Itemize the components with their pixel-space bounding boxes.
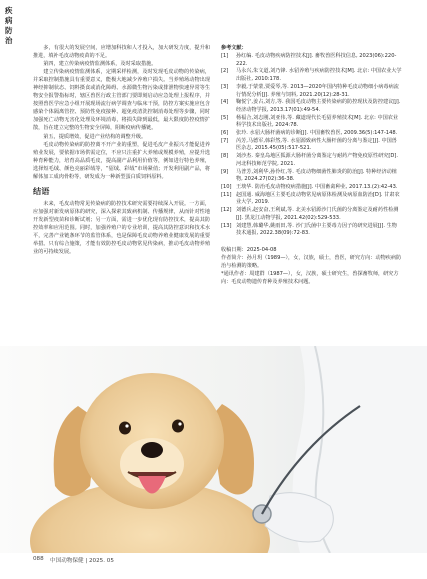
reference-text: 刘德兵,赵安奋,王利斌,等. 北美水貂源沙门氏菌的分离鉴定及耐药性检测[J]. 黑龙江动物学报, 2021.42(02):529-533. — [236, 207, 399, 221]
reference-text: 孙红编. 毛皮动物疾病防控技术[J]. 畜牧兽医科技信息, 2023(06):220-222. — [236, 53, 397, 67]
reference-number: [7] — [221, 137, 229, 144]
paragraph: 毛皮动物传染病的防控离不开产业的重塑，促进毛皮产业振兴才能促进养殖业发展，要依据市场供需定位，不应只注重扩大养殖或规模养殖，应提升选种育种能力，培育高品质毛皮，提高副产品利用价值等，例如进行特色养殖，选择短毛绒、颜色亮丽彩绒等，“貂绒、彩绒”市场紧俏；开发利用副产品，将解体加工成肉骨粉等，研发成为一种新型蛋白质饲料原料。 — [33, 141, 210, 180]
reference-item — [221, 84, 402, 99]
paragraph-subheading: 第五，提质增效，促进产业结构的调整升级。 — [43, 133, 147, 140]
reference-item — [221, 169, 402, 184]
reference-number: [3] — [221, 83, 229, 90]
reference-item — [221, 184, 402, 192]
section-tab — [0, 0, 25, 62]
reference-number: [6] — [221, 130, 229, 137]
reference-text: 杨福合,刘志刚,刘亚伟,等. 藏道现代长毛貂养殖技术[M]. 北京: 中国农业科学技术出版社, 2024:78. — [236, 114, 399, 129]
conclusion-heading: 结语 — [33, 185, 50, 196]
references-title: 参考文献： — [221, 45, 247, 51]
reference-number: [5] — [221, 114, 229, 121]
reference-number: [2] — [221, 68, 229, 75]
reference-text: 芮芳,马德军,韩彩然,等. 水貂源致病性大肠杆菌的分离与鉴定[J]. 中国兽医杂志, 2015.45(05):517-521. — [236, 137, 397, 152]
section-label: 疾病防治 — [5, 6, 13, 45]
reference-number: [10] — [221, 184, 232, 190]
reference-list — [221, 53, 402, 238]
received-date: 收稿日期：2025-04-08 — [221, 246, 277, 253]
reference-text: 马普芳,刘利华,孙伶红,等. 毛皮动物细菌性肺炎的防治[J]. 特种经济动植物, 2024.27(02):36-38. — [236, 168, 397, 183]
dog-illustration — [0, 346, 427, 553]
reference-item — [221, 130, 402, 138]
reference-text: 鞠悦宁,姜占,刘方,等. 我国毛皮动物主要传染病的防控现状及防控建议[J]. 经济动物学报, 2013.17(01):49-54. — [236, 99, 401, 113]
reference-text: 刘建慧,韩璐华,姚雨田,等. 沙门氏菌中主要毒力因子的研究进展[J]. 生物技术通报, 2022.38(09):72-83. — [236, 222, 397, 237]
reference-number: [8] — [221, 153, 229, 160]
reference-text: 李毅,于蒙蒙,贾爱琴,等. 2013—2020年国内特种毛皮动物细小病毒病流行情况分析[J]. 养殖与饲料, 2021.20(12):28-31. — [236, 83, 399, 98]
left-column — [33, 44, 210, 256]
reference-item — [221, 153, 402, 168]
paragraph: 多，有很大的发展空间，应增加科技和人才投入，加大研发力度，提升和推进，填补毛皮动物疫苗的不足。 — [33, 45, 210, 60]
reference-item — [221, 138, 402, 153]
right-column — [221, 44, 402, 286]
author-bio: 作者简介：孙月玥（1989—），女，汉族，硕士，兽医，研究方向：动物疾病防治与检测的策略。 — [221, 254, 402, 269]
reference-text: 马永兴,朱文道,刘乃锋. 水貂养殖与疾病防控技术[M]. 北京: 中国农业大学出版社, 2010:178. — [236, 68, 402, 83]
reference-item — [221, 207, 402, 222]
reference-number: [12] — [221, 207, 232, 214]
reference-item — [221, 68, 402, 83]
corresponding-author: *通讯作者：周建群（1987—），女，汉族，硕士研究生，兽探畜牧师，研究方向：毛皮动物遗传育种及养殖技术问题。 — [221, 270, 399, 285]
reference-text: 赵国通. 威海地区主要毛皮动物常见病原体检测及病原血防治[D]. 甘肃农业大学, 2019. — [236, 191, 400, 206]
reference-number: [1] — [221, 53, 229, 60]
reference-text: 王琰华. 防治毛皮动物疫病措施[J]. 中国畜禽种业, 2017.13.(2):42-43. — [236, 184, 398, 190]
vet-examining-dog-photo — [0, 346, 427, 553]
page-number: 088 — [33, 556, 44, 562]
journal-name: 中国动物保健 | 2025. 05 — [50, 558, 114, 564]
reference-item — [221, 115, 402, 130]
reference-number: [4] — [221, 99, 229, 106]
reference-item — [221, 99, 402, 114]
reference-number: [13] — [221, 222, 232, 229]
reference-text: 张玲. 水貂大肠杆菌病的诊断[J]. 中国畜牧兽医, 2009.36(5):147-148. — [236, 130, 398, 137]
reference-number: [11] — [221, 191, 232, 198]
paragraph-subheading: 第四，建立传染病疫情监测体系，及时采取措施。 — [43, 61, 157, 68]
reference-text: 刘沙杰. 秦皇岛地区狐源大肠杆菌分离鉴定与耐药产物免疫原性研究[D]. 河北科技师范学院, 2021. — [236, 153, 398, 167]
article-meta — [221, 246, 402, 286]
reference-item — [221, 53, 402, 68]
reference-number: [9] — [221, 168, 229, 175]
conclusion-paragraph: 未来，毛皮动物常见传染病的防控技术研究需要持续深入开展。一方面，应加强对新发病原体的研究，深入探索其致病机制、传播规律，从而针对性地开发新型疫苗和诊断试剂；另一方面，需进一步优化现有防控技术，提高其防控效率和应用范围。同时，加强养殖户的专业培训，提高其防控意识和技术水平，完善产业链条环节的监管体系，也是保障毛皮动物养殖业健康发展的重要举措。只有综合施策，才能有效防控毛皮动物常见传染病，推动毛皮动物养殖业的可持续发展。 — [33, 200, 210, 256]
paragraph: 建立传染病疫情监测体系，定期采样检测，及时发现毛皮动物的传染病，并采取控制措施具有重要意义，能极大地减少养殖户损失。当养殖场动物出现神经抑制状态、饲料摄食或消化障碍、水源微生物污染或排泄物快速异常等生物安全报警指标时，辖区兽医行政主管部门要即刻启动应急处理上报程序，并按照兽医学应急小组开展现场流行病学调查与临床干预，防控方案实施应包含感染个体隔离管控、预防性免疫接种、超免疫清洗控制消毒处理等步骤，同时加强死亡动物无害化处理及环境消毒，将损失降到最低，最大限度防控疫情扩散，旨在建立完整的生物安全屏障，阻断疫病传播链。 — [33, 69, 210, 132]
reference-item — [221, 192, 402, 207]
reference-item — [221, 223, 402, 238]
